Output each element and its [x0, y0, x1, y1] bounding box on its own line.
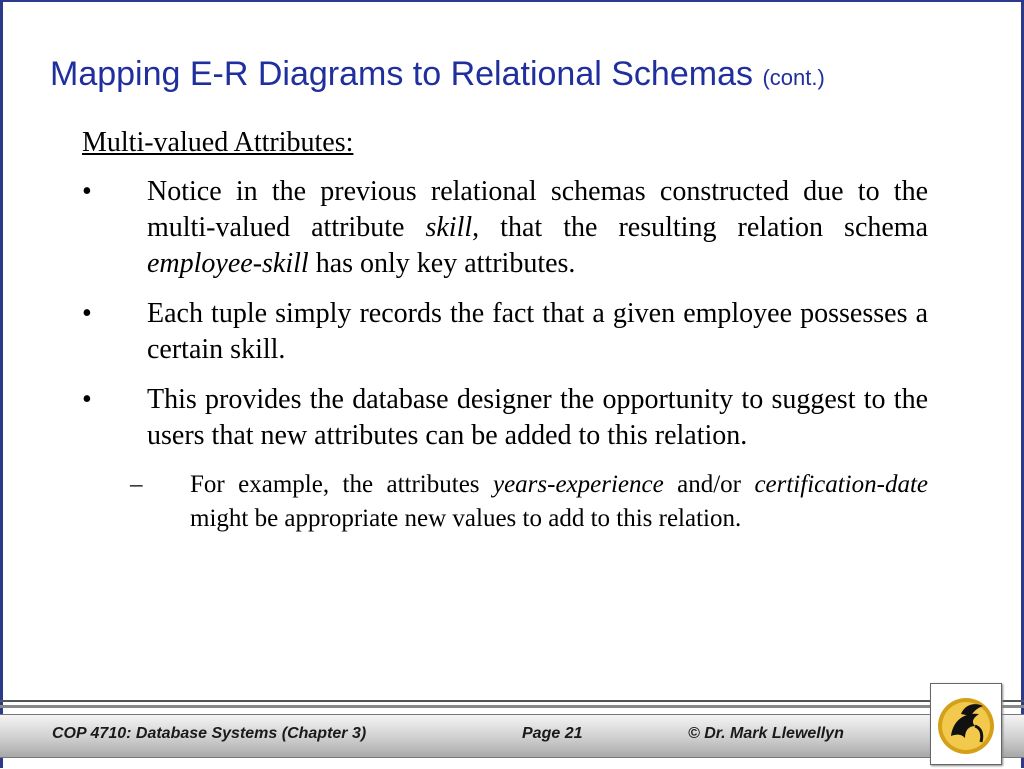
footer-author: © Dr. Mark Llewellyn	[688, 725, 844, 742]
bullet-marker: •	[82, 176, 92, 207]
footer-page-number: Page 21	[522, 725, 583, 742]
footer-course: COP 4710: Database Systems (Chapter 3)	[52, 725, 367, 742]
slide-content	[82, 126, 928, 536]
sub-bullet-text-part: and/or	[663, 471, 755, 498]
sub-bullet-text-part: might be appropriate new values to add to this relation.	[190, 505, 742, 532]
bullet-item	[82, 174, 928, 282]
sub-bullet-marker: –	[130, 471, 143, 498]
term-skill: skill	[425, 212, 473, 243]
bullet-text: This provides the database designer the opportunity to suggest to the users that new attributes can be added to this relation.	[147, 384, 928, 451]
footer-divider	[0, 700, 1024, 702]
bullet-item	[82, 382, 928, 454]
bullet-marker: •	[82, 384, 92, 415]
term-certification-date: certification-date	[754, 471, 928, 498]
section-heading: Multi-valued Attributes:	[82, 127, 354, 158]
bullet-text: Each tuple simply records the fact that a given employee possesses a certain skill.	[147, 298, 928, 365]
bullet-text-part: , that the resulting relation schema	[472, 212, 929, 243]
footer-bar	[0, 700, 1024, 768]
bullet-item	[82, 296, 928, 368]
term-employee-skill: employee-skill	[147, 248, 309, 279]
sub-bullet-text-part: For example, the attributes	[190, 471, 493, 498]
slide-title-suffix: (cont.)	[762, 65, 825, 90]
bullet-text-part: Notice in the previous relational schemas constructed due to the multi-valued attribute	[147, 176, 928, 243]
bullet-text	[147, 174, 928, 282]
slide-title-main: Mapping E-R Diagrams to Relational Schemas	[50, 55, 753, 93]
bullet-text-part: has only key attributes.	[308, 248, 576, 279]
slide-title	[50, 52, 1000, 100]
sub-bullet-text	[190, 468, 928, 536]
footer-divider	[0, 705, 1024, 708]
pegasus-logo-icon	[931, 684, 1001, 764]
logo-box	[930, 683, 1002, 765]
sub-bullet-item	[82, 468, 928, 536]
term-years-experience: years-experience	[492, 471, 664, 498]
bullet-marker: •	[82, 298, 92, 329]
